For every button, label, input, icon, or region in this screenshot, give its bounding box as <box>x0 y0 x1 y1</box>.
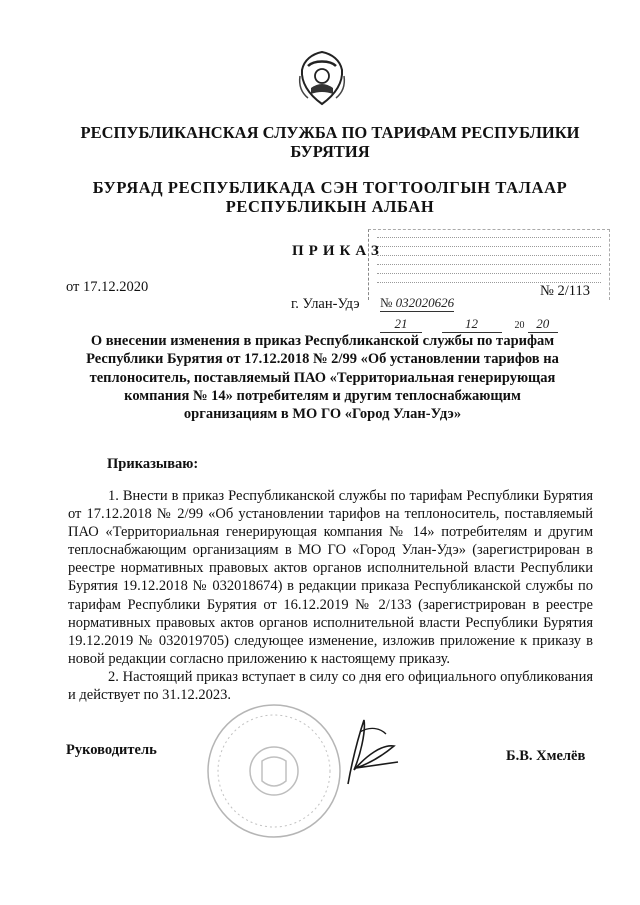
orders-label: Приказываю: <box>107 456 199 472</box>
document-body <box>68 487 593 704</box>
document-type: ПРИКАЗ <box>292 243 384 259</box>
coat-of-arms-icon <box>296 50 348 106</box>
registration-month: 12 <box>442 316 502 333</box>
registration-year-prefix: 20 <box>514 320 525 331</box>
registration-number <box>380 295 454 312</box>
registration-date <box>380 316 558 333</box>
registration-number-value: 032020626 <box>395 295 455 310</box>
paragraph-2: 2. Настоящий приказ вступает в силу со дня его официального опубликования и действует по 31.12.2023. <box>68 668 593 704</box>
document-number: № 2/113 <box>540 283 590 299</box>
document-city: г. Улан-Удэ <box>291 296 360 312</box>
registration-day: 21 <box>380 316 422 333</box>
organization-name-ru: РЕСПУБЛИКАНСКАЯ СЛУЖБА ПО ТАРИФАМ РЕСПУБЛИКИ БУРЯТИЯ <box>80 123 580 161</box>
handwritten-signature-icon <box>320 712 420 792</box>
signatory-position: Руководитель <box>66 742 157 758</box>
organization-name-bur: БУРЯАД РЕСПУБЛИКАДА СЭН ТОГТООЛГЫН ТАЛААР РЕСПУБЛИКЫН АЛБАН <box>92 178 568 216</box>
registration-number-prefix: № <box>380 295 393 310</box>
signatory-name: Б.В. Хмелёв <box>506 748 586 764</box>
paragraph-1: 1. Внести в приказ Республиканской службы по тарифам Республики Бурятия от 17.12.2018 № 2/99 «Об установлении тарифов на теплоноситель, поставляемый ПАО «Территориальная генерирующая компания № 14» потребителям и другим теплоснабжающим организациям в МО ГО «Город Улан-Удэ» (зарегистрирован в реестре нормативных правовых актов органов исполнительной власти Республики Бурятия 19.12.2018 № 032018674) в редакции приказа Республиканской службы по тарифам Республики Бурятия от 16.12.2019 № 2/133 (зарегистрирован в реестре нормативных правовых актов органов исполнительной власти Республики Бурятия 19.12.2019 № 032019705) следующее изменение, изложив приложение к приказу в новой редакции согласно приложению к настоящему приказу. <box>68 488 593 667</box>
document-date: от 17.12.2020 <box>66 279 149 295</box>
registration-year: 20 <box>528 316 558 333</box>
document-title: О внесении изменения в приказ Республиканской службы по тарифам Республики Бурятия от 17.12.2018 № 2/99 «Об установлении тарифов на теплоноситель, поставляемый ПАО «Территориальная генерирующая компания № 14» потребителям и другим теплоснабжающим организациям в МО ГО «Город Улан-Удэ» <box>86 333 559 423</box>
